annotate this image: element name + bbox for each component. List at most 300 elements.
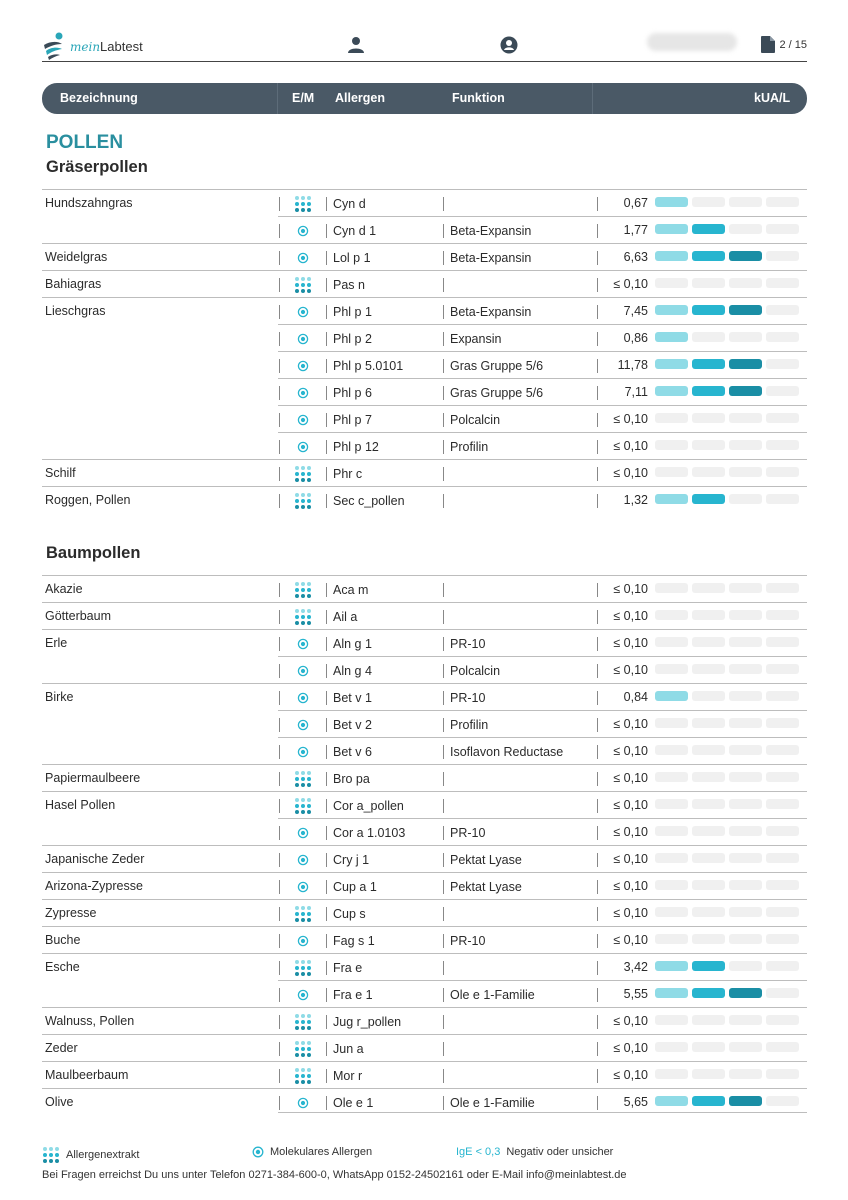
cell-divider [326, 1069, 327, 1083]
table-row [42, 953, 807, 980]
cell-divider [597, 853, 598, 867]
cell-divider [279, 1015, 280, 1029]
value-bar-empty [692, 1015, 725, 1025]
col-allergen: Allergen [335, 91, 386, 105]
table-row [42, 629, 807, 656]
row-function: Polcalcin [450, 664, 501, 678]
row-allergen: Cry j 1 [333, 853, 370, 867]
cell-divider [326, 799, 327, 813]
value-bar-empty [729, 583, 762, 593]
row-allergen: Bro pa [333, 772, 370, 786]
molecular-target-icon [294, 438, 312, 456]
cell-divider [326, 332, 327, 346]
cell-divider [443, 305, 444, 319]
cell-divider [597, 988, 598, 1002]
row-allergen: Cor a_pollen [333, 799, 404, 813]
cell-divider [597, 907, 598, 921]
extract-dots-icon [294, 959, 312, 977]
cell-divider [279, 440, 280, 454]
value-bar-empty [692, 1069, 725, 1079]
value-bar-empty [655, 637, 688, 647]
value-bar-empty [655, 664, 688, 674]
value-bar-filled [692, 1096, 725, 1106]
value-bar-empty [729, 961, 762, 971]
page-header [42, 28, 807, 62]
molecular-target-icon [294, 716, 312, 734]
value-bar-empty [692, 745, 725, 755]
value-bar-filled [655, 224, 688, 234]
table-row [42, 602, 807, 629]
value-bar-empty [766, 1042, 799, 1052]
value-bar-empty [692, 413, 725, 423]
row-value: ≤ 0,10 [613, 852, 648, 866]
row-name: Erle [45, 636, 68, 650]
value-bar-empty [729, 826, 762, 836]
cell-divider [279, 610, 280, 624]
cell-divider [279, 664, 280, 678]
value-bar-empty [766, 637, 799, 647]
molecular-target-icon [294, 303, 312, 321]
cell-divider [279, 961, 280, 975]
value-bar-empty [692, 637, 725, 647]
row-value: ≤ 0,10 [613, 412, 648, 426]
cell-divider [443, 278, 444, 292]
value-bar-filled [655, 359, 688, 369]
extract-dots-icon [294, 276, 312, 294]
cell-divider [443, 799, 444, 813]
value-bar-empty [692, 278, 725, 288]
row-allergen: Phl p 7 [333, 413, 372, 427]
table-row [42, 459, 807, 486]
value-bar-empty [766, 961, 799, 971]
value-bar-empty [729, 934, 762, 944]
value-bar-empty [729, 224, 762, 234]
value-bar-empty [766, 745, 799, 755]
extract-dots-icon [294, 465, 312, 483]
account-circle-icon[interactable] [500, 36, 518, 54]
row-allergen: Ole e 1 [333, 1096, 374, 1110]
cell-divider [326, 278, 327, 292]
table-row [42, 575, 807, 602]
row-name: Akazie [45, 582, 83, 596]
value-bar-filled [692, 359, 725, 369]
row-value: 1,77 [623, 223, 648, 237]
cell-divider [326, 359, 327, 373]
cell-divider [597, 799, 598, 813]
row-name: Roggen, Pollen [45, 493, 131, 507]
molecular-target-icon [294, 222, 312, 240]
value-bar-filled [655, 494, 688, 504]
cell-divider [326, 637, 327, 651]
table-row [278, 737, 807, 764]
cell-divider [279, 332, 280, 346]
value-bar-empty [655, 799, 688, 809]
legend-extract [42, 1146, 139, 1164]
value-bar-empty [729, 197, 762, 207]
cell-divider [326, 718, 327, 732]
value-bar-filled [655, 332, 688, 342]
row-function: Beta-Expansin [450, 305, 532, 319]
row-value: ≤ 0,10 [613, 798, 648, 812]
table-row [42, 297, 807, 324]
molecular-target-icon [252, 1146, 264, 1158]
cell-divider [597, 637, 598, 651]
value-bar-filled [729, 359, 762, 369]
col-bezeichnung: Bezeichnung [60, 91, 138, 105]
value-bar-empty [766, 467, 799, 477]
table-row [42, 189, 807, 216]
table-row [42, 764, 807, 791]
cell-divider [326, 440, 327, 454]
row-function: Beta-Expansin [450, 224, 532, 238]
value-bar-filled [655, 1096, 688, 1106]
value-bar-empty [766, 583, 799, 593]
molecular-target-icon [294, 357, 312, 375]
row-allergen: Cup a 1 [333, 880, 377, 894]
cell-divider [279, 1096, 280, 1110]
row-allergen: Bet v 6 [333, 745, 372, 759]
cell-divider [443, 772, 444, 786]
row-function: Profilin [450, 718, 489, 732]
table-row [278, 818, 807, 845]
value-bar-empty [655, 934, 688, 944]
extract-dots-icon [42, 1146, 60, 1164]
person-icon[interactable] [347, 36, 365, 54]
value-bar-empty [729, 799, 762, 809]
cell-divider [279, 386, 280, 400]
value-bar-empty [729, 440, 762, 450]
cell-divider [326, 413, 327, 427]
row-value: 0,84 [623, 690, 648, 704]
table-row [42, 486, 807, 513]
row-allergen: Phl p 5.0101 [333, 359, 404, 373]
cell-divider [326, 583, 327, 597]
table-row [278, 656, 807, 683]
legend-molecular [252, 1146, 372, 1158]
row-name: Hundszahngras [45, 196, 133, 210]
value-bar-filled [692, 386, 725, 396]
molecular-target-icon [294, 411, 312, 429]
cell-divider [326, 853, 327, 867]
table-row [42, 683, 807, 710]
value-bar-empty [766, 1015, 799, 1025]
cell-divider [597, 224, 598, 238]
column-header-bar [42, 83, 807, 114]
cell-divider [279, 799, 280, 813]
cell-divider [443, 583, 444, 597]
row-allergen: Aca m [333, 583, 369, 597]
value-bar-empty [655, 467, 688, 477]
value-bar-empty [766, 610, 799, 620]
cell-divider [279, 251, 280, 265]
row-value: ≤ 0,10 [613, 1014, 648, 1028]
row-allergen: Phr c [333, 467, 363, 481]
cell-divider [443, 251, 444, 265]
molecular-target-icon [294, 689, 312, 707]
value-bar-empty [692, 332, 725, 342]
value-bar-empty [729, 718, 762, 728]
cell-divider [443, 494, 444, 508]
molecular-target-icon [294, 249, 312, 267]
row-name: Götterbaum [45, 609, 112, 623]
value-bar-empty [729, 745, 762, 755]
cell-divider [597, 386, 598, 400]
table-row [42, 1061, 807, 1088]
molecular-target-icon [294, 743, 312, 761]
row-allergen: Phl p 12 [333, 440, 379, 454]
value-bar-empty [729, 637, 762, 647]
group-title: Baumpollen [46, 544, 141, 562]
extract-dots-icon [294, 905, 312, 923]
col-divider [277, 83, 278, 114]
col-funktion: Funktion [452, 91, 505, 105]
value-bar-empty [692, 772, 725, 782]
row-allergen: Cor a 1.0103 [333, 826, 406, 840]
cell-divider [597, 934, 598, 948]
cell-divider [279, 907, 280, 921]
extract-dots-icon [294, 1013, 312, 1031]
value-bar-filled [692, 494, 725, 504]
cell-divider [279, 359, 280, 373]
section-title: POLLEN [46, 132, 124, 153]
row-value: 1,32 [623, 493, 648, 507]
row-value: ≤ 0,10 [613, 744, 648, 758]
value-bar-empty [692, 907, 725, 917]
row-allergen: Aln g 4 [333, 664, 372, 678]
cell-divider [279, 413, 280, 427]
cell-divider [443, 718, 444, 732]
cell-divider [279, 853, 280, 867]
value-bar-empty [655, 1015, 688, 1025]
col-em: E/M [292, 91, 315, 105]
cell-divider [443, 440, 444, 454]
row-value: 0,86 [623, 331, 648, 345]
value-bar-empty [655, 880, 688, 890]
value-bar-filled [692, 988, 725, 998]
table-row [278, 405, 807, 432]
value-bar-empty [766, 772, 799, 782]
cell-divider [597, 332, 598, 346]
cell-divider [597, 278, 598, 292]
row-value: ≤ 0,10 [613, 636, 648, 650]
cell-divider [597, 413, 598, 427]
row-value: ≤ 0,10 [613, 906, 648, 920]
value-bar-filled [655, 961, 688, 971]
value-bar-filled [692, 305, 725, 315]
value-bar-filled [729, 988, 762, 998]
cell-divider [326, 610, 327, 624]
cell-divider [597, 745, 598, 759]
footer-contact: Bei Fragen erreichst Du uns unter Telefon 0271-384-600-0, WhatsApp 0152-24502161 oder E-Mail info@meinlabtest.de [42, 1169, 627, 1181]
cell-divider [443, 386, 444, 400]
legend-molecular-label: Molekulares Allergen [270, 1146, 373, 1158]
value-bar-empty [655, 853, 688, 863]
legend-threshold-value: IgE < 0,3 [456, 1146, 501, 1158]
cell-divider [326, 1096, 327, 1110]
row-allergen: Phl p 6 [333, 386, 372, 400]
row-allergen: Ail a [333, 610, 358, 624]
row-value: 5,65 [623, 1095, 648, 1109]
row-allergen: Cyn d 1 [333, 224, 377, 238]
cell-divider [279, 745, 280, 759]
row-allergen: Bet v 2 [333, 718, 372, 732]
row-allergen: Pas n [333, 278, 365, 292]
table-row [278, 710, 807, 737]
cell-divider [443, 224, 444, 238]
col-unit: kUA/L [754, 91, 791, 105]
row-name: Olive [45, 1095, 74, 1109]
row-allergen: Jug r_pollen [333, 1015, 402, 1029]
cell-divider [597, 251, 598, 265]
cell-divider [443, 610, 444, 624]
row-value: ≤ 0,10 [613, 879, 648, 893]
cell-divider [279, 718, 280, 732]
cell-divider [279, 278, 280, 292]
value-bar-empty [655, 610, 688, 620]
value-bar-empty [766, 197, 799, 207]
row-function: Gras Gruppe 5/6 [450, 359, 544, 373]
cell-divider [597, 467, 598, 481]
cell-divider [597, 1069, 598, 1083]
row-name: Hasel Pollen [45, 798, 116, 812]
cell-divider [326, 251, 327, 265]
cell-divider [326, 197, 327, 211]
table-row [42, 1034, 807, 1061]
value-bar-empty [692, 853, 725, 863]
logo [42, 30, 143, 62]
extract-dots-icon [294, 608, 312, 626]
cell-divider [597, 826, 598, 840]
row-name: Buche [45, 933, 81, 947]
row-value: 3,42 [623, 960, 648, 974]
cell-divider [279, 826, 280, 840]
cell-divider [443, 1069, 444, 1083]
molecular-target-icon [294, 662, 312, 680]
row-value: ≤ 0,10 [613, 582, 648, 596]
table-row [42, 270, 807, 297]
value-bar-filled [692, 961, 725, 971]
cell-divider [597, 1096, 598, 1110]
row-allergen: Phl p 1 [333, 305, 372, 319]
cell-divider [597, 772, 598, 786]
cell-divider [597, 583, 598, 597]
value-bar-empty [766, 251, 799, 261]
cell-divider [326, 772, 327, 786]
cell-divider [279, 1042, 280, 1056]
table-row [278, 378, 807, 405]
cell-divider [597, 440, 598, 454]
value-bar-empty [766, 413, 799, 423]
group-title: Gräserpollen [46, 158, 148, 176]
value-bar-empty [766, 386, 799, 396]
value-bar-empty [692, 934, 725, 944]
row-name: Bahiagras [45, 277, 102, 291]
cell-divider [597, 197, 598, 211]
row-function: Pektat Lyase [450, 880, 522, 894]
value-bar-empty [729, 413, 762, 423]
table-row [42, 899, 807, 926]
value-bar-empty [692, 880, 725, 890]
row-function: Profilin [450, 440, 489, 454]
cell-divider [279, 494, 280, 508]
cell-divider [326, 664, 327, 678]
value-bar-empty [655, 772, 688, 782]
value-bar-empty [692, 440, 725, 450]
value-bar-empty [729, 880, 762, 890]
extract-dots-icon [294, 1040, 312, 1058]
cell-divider [597, 305, 598, 319]
value-bar-empty [766, 691, 799, 701]
redacted-name [647, 33, 737, 51]
row-name: Japanische Zeder [45, 852, 145, 866]
row-function: Polcalcin [450, 413, 501, 427]
row-allergen: Aln g 1 [333, 637, 372, 651]
cell-divider [279, 880, 280, 894]
value-bar-empty [729, 772, 762, 782]
page-indicator [761, 36, 807, 53]
cell-divider [279, 1069, 280, 1083]
value-bar-empty [655, 718, 688, 728]
value-bar-empty [655, 413, 688, 423]
row-value: ≤ 0,10 [613, 439, 648, 453]
value-bar-empty [729, 1069, 762, 1079]
molecular-target-icon [294, 384, 312, 402]
value-bar-empty [766, 305, 799, 315]
row-name: Schilf [45, 466, 76, 480]
cell-divider [326, 826, 327, 840]
table-row [278, 432, 807, 459]
value-bar-empty [766, 826, 799, 836]
row-value: ≤ 0,10 [613, 663, 648, 677]
row-allergen: Bet v 1 [333, 691, 372, 705]
table-row [278, 980, 807, 1007]
value-bar-empty [655, 440, 688, 450]
value-bar-empty [766, 440, 799, 450]
cell-divider [597, 1015, 598, 1029]
value-bar-empty [766, 799, 799, 809]
row-value: 7,45 [623, 304, 648, 318]
cell-divider [597, 1042, 598, 1056]
value-bar-empty [655, 745, 688, 755]
value-bar-filled [655, 691, 688, 701]
row-value: 7,11 [624, 385, 648, 399]
molecular-target-icon [294, 635, 312, 653]
extract-dots-icon [294, 797, 312, 815]
value-bar-empty [729, 853, 762, 863]
value-bar-filled [729, 305, 762, 315]
cell-divider [326, 1015, 327, 1029]
value-bar-empty [729, 664, 762, 674]
value-bar-filled [655, 197, 688, 207]
table-row [42, 845, 807, 872]
value-bar-empty [692, 718, 725, 728]
extract-dots-icon [294, 1067, 312, 1085]
value-bar-empty [655, 1042, 688, 1052]
row-allergen: Phl p 2 [333, 332, 372, 346]
cell-divider [443, 988, 444, 1002]
value-bar-filled [692, 251, 725, 261]
value-bar-empty [729, 1015, 762, 1025]
row-allergen: Cyn d [333, 197, 366, 211]
cell-divider [279, 691, 280, 705]
row-value: ≤ 0,10 [613, 609, 648, 623]
row-name: Esche [45, 960, 80, 974]
molecular-target-icon [294, 1094, 312, 1112]
cell-divider [326, 494, 327, 508]
row-value: 6,63 [623, 250, 648, 264]
row-function: PR-10 [450, 691, 486, 705]
cell-divider [597, 494, 598, 508]
